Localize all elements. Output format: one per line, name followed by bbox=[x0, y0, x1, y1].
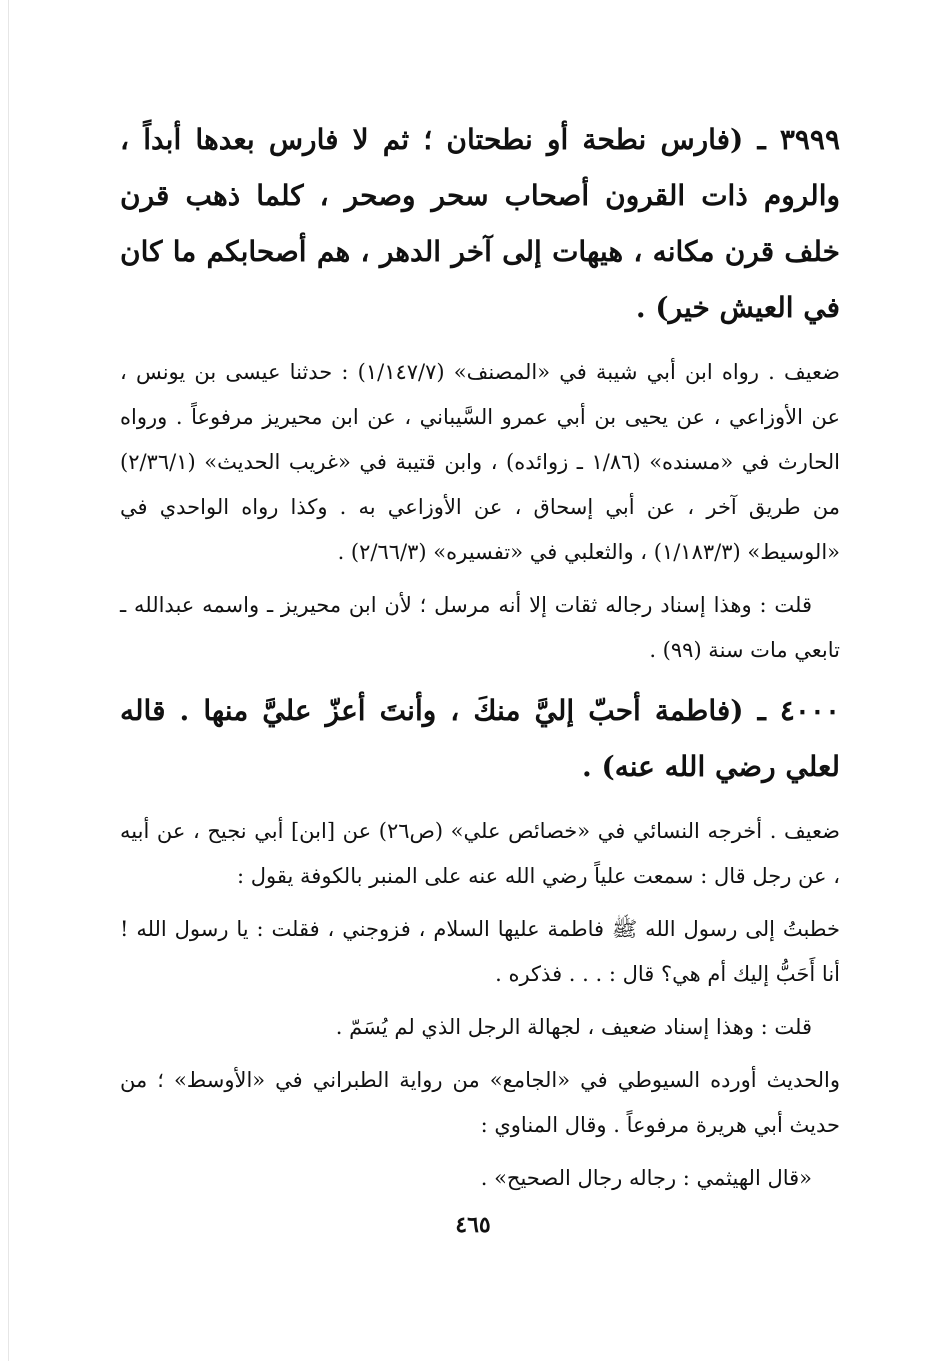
hadith-3999-text: ٣٩٩٩ ـ (فارس نطحة أو نطحتان ؛ ثم لا فارس بعدها أبداً ، والروم ذات القرون أصحاب سحر وصحر ، كلما ذهب قرن خلف قرن مكانه ، هيهات إلى آخر الدهر ، هم أصحابكم ما كان في العيش خير) . bbox=[120, 123, 840, 324]
page-edge-line bbox=[8, 0, 9, 1361]
hadith-3999-comment: قلت : وهذا إسناد رجاله ثقات إلا أنه مرسل ؛ لأن ابن محيريز ـ واسمه عبدالله ـ تابعي مات سنة (٩٩) . bbox=[120, 593, 840, 662]
hadith-4000-note: والحديث أورده السيوطي في «الجامع» من رواية الطبراني في «الأوسط» ؛ من حديث أبي هريرة مرفوعاً . وقال المناوي : bbox=[120, 1068, 840, 1137]
hadith-3999-grading: ضعيف . رواه ابن أبي شيبة في «المصنف» (١/١٤٧/٧) : حدثنا عيسى بن يونس ، عن الأوزاعي ، عن يحيى بن أبي عمرو السَّيباني ، عن ابن محيريز مرفوعاً . ورواه الحارث في «مسنده» (١/٨٦ ـ زوائده) ، وابن قتيبة في «غريب الحديث» (٢/٣٦/١) من طريق آخر ، عن أبي إسحاق ، عن الأوزاعي به . وكذا رواه الواحدي في «الوسيط» (١/١٨٣/٣) ، والثعلبي في «تفسيره» (٢/٦٦/٣) . bbox=[120, 360, 841, 564]
page-body bbox=[120, 112, 840, 1209]
hadith-4000-grading: ضعيف . أخرجه النسائي في «خصائص علي» (ص٢٦) عن [ابن] أبي نجيح ، عن أبيه ، عن رجل قال : سمعت علياً رضي الله عنه على المنبر بالكوفة يقول : bbox=[120, 819, 840, 888]
page-number: ٤٦٥ bbox=[455, 1212, 491, 1238]
hadith-4000-quote: خطبتُ إلى رسول الله ﷺ فاطمة عليها السلام ، فزوجني ، فقلت : يا رسول الله ! أنا أَحَبُّ إليك أم هي؟ قال : . . . فذكره . bbox=[120, 917, 840, 986]
hadith-4000-text: ٤٠٠٠ ـ (فاطمة أحبّ إليَّ منكَ ، وأنتَ أعزّ عليَّ منها . قاله لعلي رضي الله عنه) . bbox=[120, 694, 840, 783]
hadith-4000-comment: قلت : وهذا إسناد ضعيف ، لجهالة الرجل الذي لم يُسَمّ . bbox=[335, 1015, 812, 1039]
hadith-4000-quote-haythami: «قال الهيثمي : رجاله رجال الصحيح» . bbox=[480, 1166, 812, 1190]
